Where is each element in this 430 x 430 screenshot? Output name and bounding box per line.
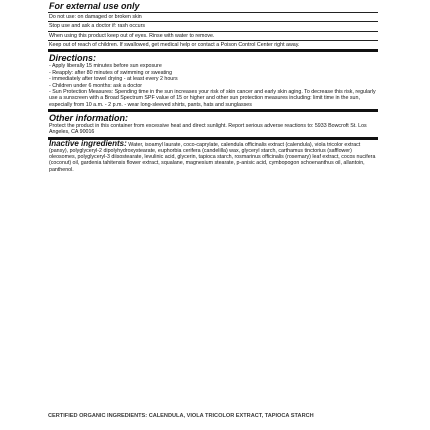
inactive-ingredients-block <box>49 138 378 173</box>
other-info-text: Protect the product in this container from excessive heat and direct sunlight. Report serious adverse reactions to: 5933 Bowcroft St. Los Angeles, CA 90016 <box>49 122 367 136</box>
directions-heading: Directions: <box>49 53 97 64</box>
keep-out-section <box>48 41 378 52</box>
warning-stop-use <box>48 22 378 31</box>
when-using-text: When using this product keep out of eyes. Rinse with water to remove. <box>49 32 215 39</box>
directions-line: - Apply liberally 15 minutes before sun exposure <box>49 63 162 70</box>
directions-section <box>48 52 378 112</box>
external-use-heading: For external use only <box>49 1 140 11</box>
inactive-ingredients-section <box>48 140 378 174</box>
external-use-section <box>48 0 378 13</box>
inactive-ingredients-text: Water, isoamyl laurate, coco-caprylate, calendula officinalis extract (calendula), viola tricolor extract (pansy), polyglyceryl-2 dipolyhydroxystearate, euphorbia cerifera (candelilla) wax, glyceryl starch, carthamus tinctorius (safflower) oleosomes, polyglyceryl-3 diisostearate, levulinic acid, glycerin, tapioca starch, rosmarinus officinalis (rosemary) leaf extract, cocos nucifera (coconut) oil, gardenia tahitensis flower extract, squalane, magnesium stearate, p-anisic acid, cymbopogon schoenanthus oil, allantoin, panthenol. <box>49 141 376 173</box>
directions-sun-protection: - Sun Protection Measures: Spending time in the sun increases your risk of skin cancer and early skin aging. To decrease this risk, regularly use a sunscreen with a Broad Spectrum SPF value of 15 or higher and other sun protection measures including: limit time in the sun, especially from 10 a.m. - 2 p.m. - wear long-sleeved shirts, pants, hats and sunglasses <box>49 89 376 108</box>
do-not-use-text: Do not use: on damaged or broken skin <box>49 14 142 20</box>
warning-do-not-use <box>48 13 378 22</box>
other-info-heading: Other information: <box>49 112 128 123</box>
other-info-section <box>48 112 378 140</box>
drug-facts-label <box>48 0 378 406</box>
warning-when-using <box>48 32 378 41</box>
directions-line: - Reapply: after 80 minutes of swimming or sweating <box>49 69 173 76</box>
directions-line: - immediately after towel drying - at least every 2 hours <box>49 76 178 83</box>
inactive-ingredients-heading: Inactive ingredients: <box>49 138 127 148</box>
certified-organic-note: CERTIFIED ORGANIC INGREDIENTS: CALENDULA, VIOLA TRICOLOR EXTRACT, TAPIOCA STARCH <box>48 413 314 419</box>
keep-out-text: Keep out of reach of children. If swallowed, get medical help or contact a Poison Control Center right away. <box>49 42 300 49</box>
directions-line: - Children under 6 months: ask a doctor <box>49 82 143 89</box>
stop-use-text: Stop use and ask a doctor if: rash occurs <box>49 23 145 30</box>
